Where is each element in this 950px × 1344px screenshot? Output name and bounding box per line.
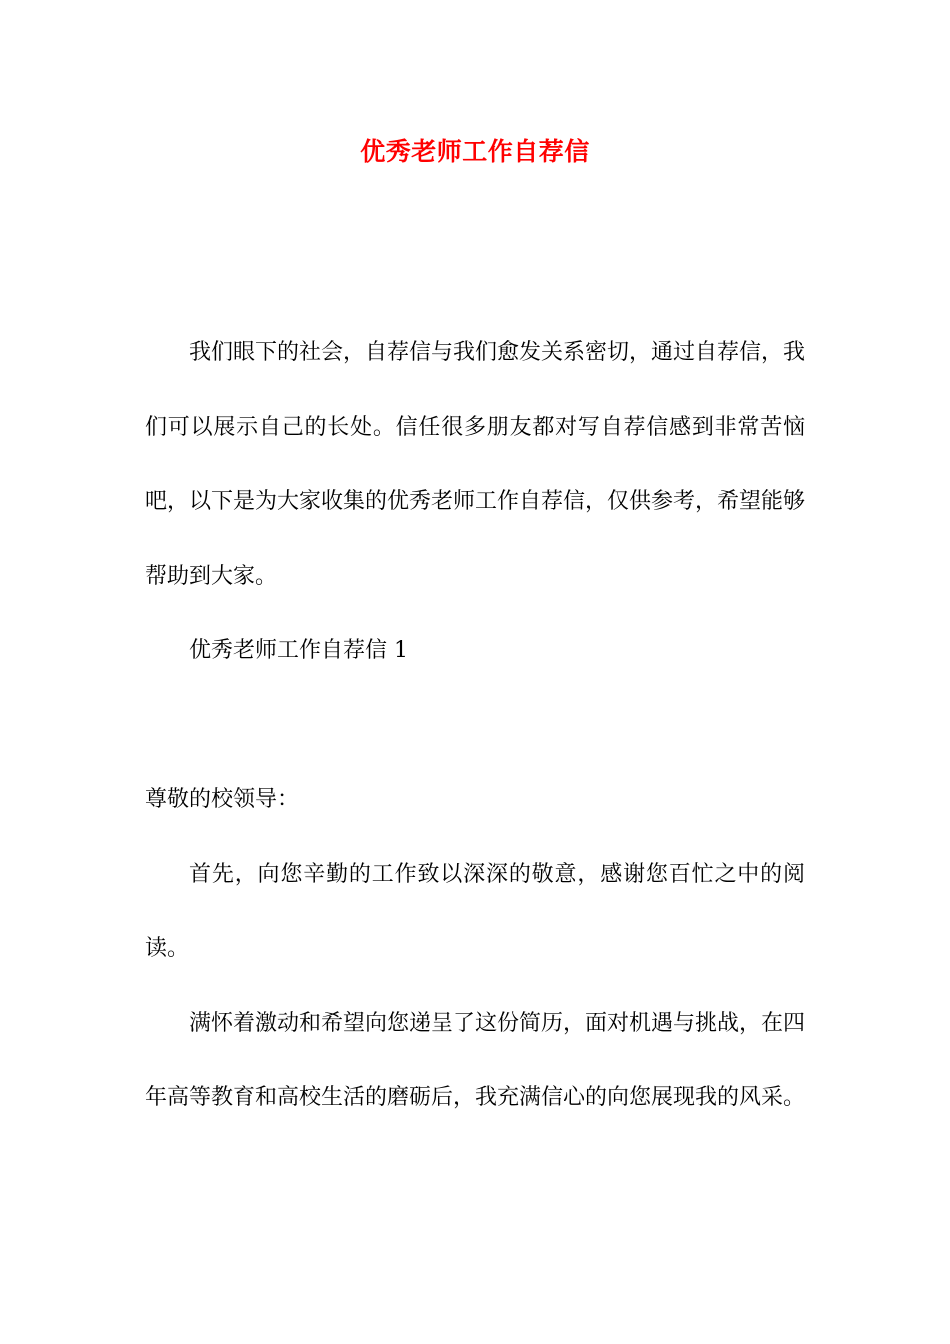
intro-paragraph: 我们眼下的社会，自荐信与我们愈发关系密切，通过自荐信，我们可以展示自己的长处。信任很多朋友都对写自荐信感到非常苦恼吧，以下是为大家收集的优秀老师工作自荐信，仅供参考，希望能够帮助到大家。 [145,340,806,589]
document-title: 优秀老师工作自荐信 [360,137,590,166]
letter-subheading: 优秀老师工作自荐信 1 [189,638,408,663]
document-body [145,316,805,1136]
blank-line [145,689,805,764]
paragraph-1: 首先，向您辛勤的工作致以深深的敬意，感谢您百忙之中的阅读。 [145,861,805,961]
paragraph-2: 满怀着激动和希望向您递呈了这份简历，面对机遇与挑战，在四年高等教育和高校生活的磨砺后，我充满信心的向您展现我的风采。 [145,1010,806,1110]
salutation: 尊敬的校领导： [145,787,300,812]
